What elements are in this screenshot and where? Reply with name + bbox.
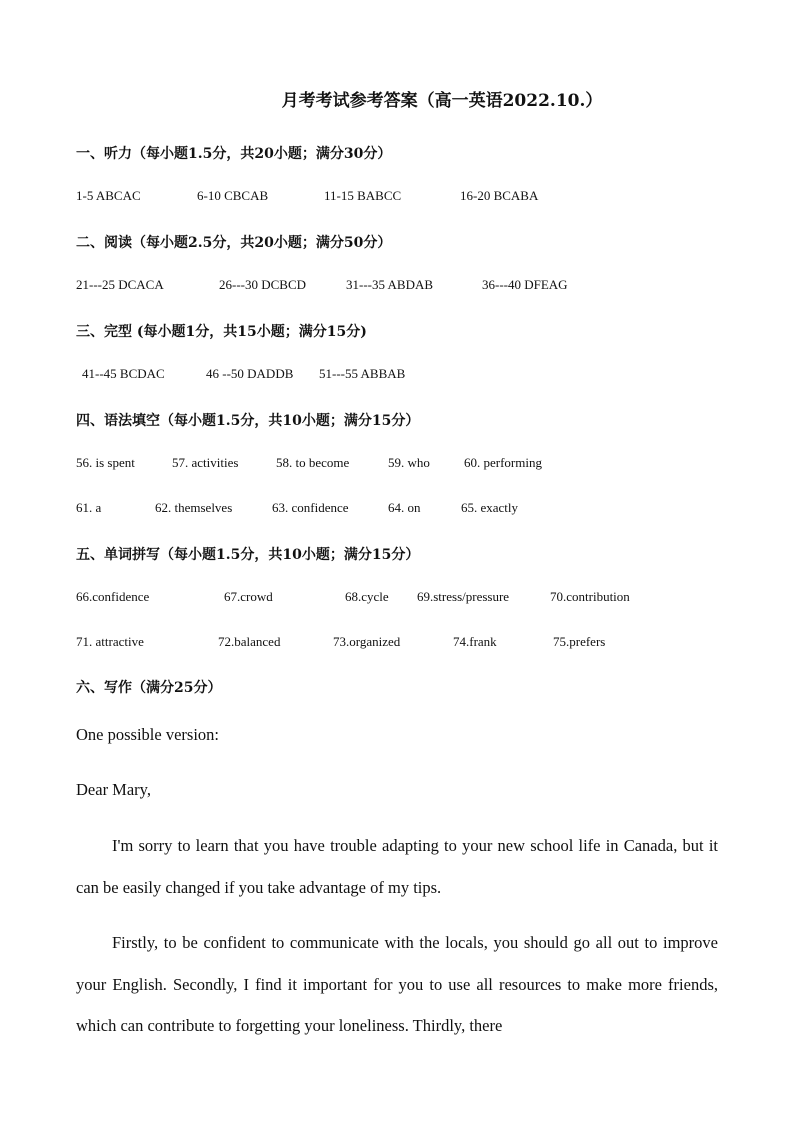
section-heading-listening: 一、听力（每小题1.5分，共20小题；满分30分）	[76, 146, 392, 162]
answer-group: 41--45 BCDAC	[82, 366, 165, 381]
answer-group: 46 --50 DADDB	[206, 366, 294, 381]
section-heading-spelling: 五、单词拼写（每小题1.5分，共10小题；满分15分）	[76, 547, 420, 563]
answer-item: 74.frank	[453, 634, 497, 649]
letter-greeting: Dear Mary,	[76, 780, 151, 799]
section-heading-cloze: 三、完型 (每小题1分，共15小题；满分15分)	[76, 324, 367, 340]
section-heading-reading: 二、阅读（每小题2.5分，共20小题；满分50分）	[76, 235, 392, 251]
answer-item: 57. activities	[172, 455, 239, 470]
page-title: 月考考试参考答案（高一英语2022.10.）	[281, 91, 603, 111]
answer-group: 16-20 BCABA	[460, 188, 539, 203]
answer-item: 60. performing	[464, 455, 542, 470]
writing-intro: One possible version:	[76, 725, 219, 744]
answer-group: 51---55 ABBAB	[319, 366, 406, 381]
answer-item: 56. is spent	[76, 455, 135, 470]
letter-paragraph-1	[76, 825, 718, 908]
answer-item: 61. a	[76, 500, 102, 515]
answer-item: 68.cycle	[345, 589, 389, 604]
answer-item: 71. attractive	[76, 634, 144, 649]
answer-group: 1-5 ABCAC	[76, 188, 141, 203]
answer-item: 63. confidence	[272, 500, 349, 515]
answer-group: 21---25 DCACA	[76, 277, 164, 292]
answer-item: 59. who	[388, 455, 430, 470]
answer-item: 70.contribution	[550, 589, 630, 604]
answer-item: 66.confidence	[76, 589, 150, 604]
answer-item: 69.stress/pressure	[417, 589, 510, 604]
answer-item: 64. on	[388, 500, 421, 515]
answer-group: 36---40 DFEAG	[482, 277, 568, 292]
paragraph-text: Firstly, to be confident to communicate with the locals, you should go all out to improve your English. Secondly, I find it important for you to use all resources to make more friends, which can contribute to forgetting your loneliness. Thirdly, there	[76, 933, 718, 1035]
letter-paragraph-2	[76, 922, 718, 1047]
answer-item: 65. exactly	[461, 500, 519, 515]
answer-group: 26---30 DCBCD	[219, 277, 307, 292]
answer-group: 6-10 CBCAB	[197, 188, 269, 203]
paragraph-text: I'm sorry to learn that you have trouble adapting to your new school life in Canada, but it can be easily changed if you take advantage of my tips.	[76, 836, 718, 897]
section-heading-grammar: 四、语法填空（每小题1.5分，共10小题；满分15分）	[76, 413, 420, 429]
answer-group: 31---35 ABDAB	[346, 277, 434, 292]
answer-item: 72.balanced	[218, 634, 281, 649]
answer-item: 62. themselves	[155, 500, 233, 515]
answer-group: 11-15 BABCC	[324, 188, 402, 203]
answer-item: 75.prefers	[553, 634, 606, 649]
answer-item: 67.crowd	[224, 589, 273, 604]
answer-item: 73.organized	[333, 634, 401, 649]
answer-item: 58. to become	[276, 455, 350, 470]
section-heading-writing: 六、写作（满分25分）	[76, 680, 222, 696]
